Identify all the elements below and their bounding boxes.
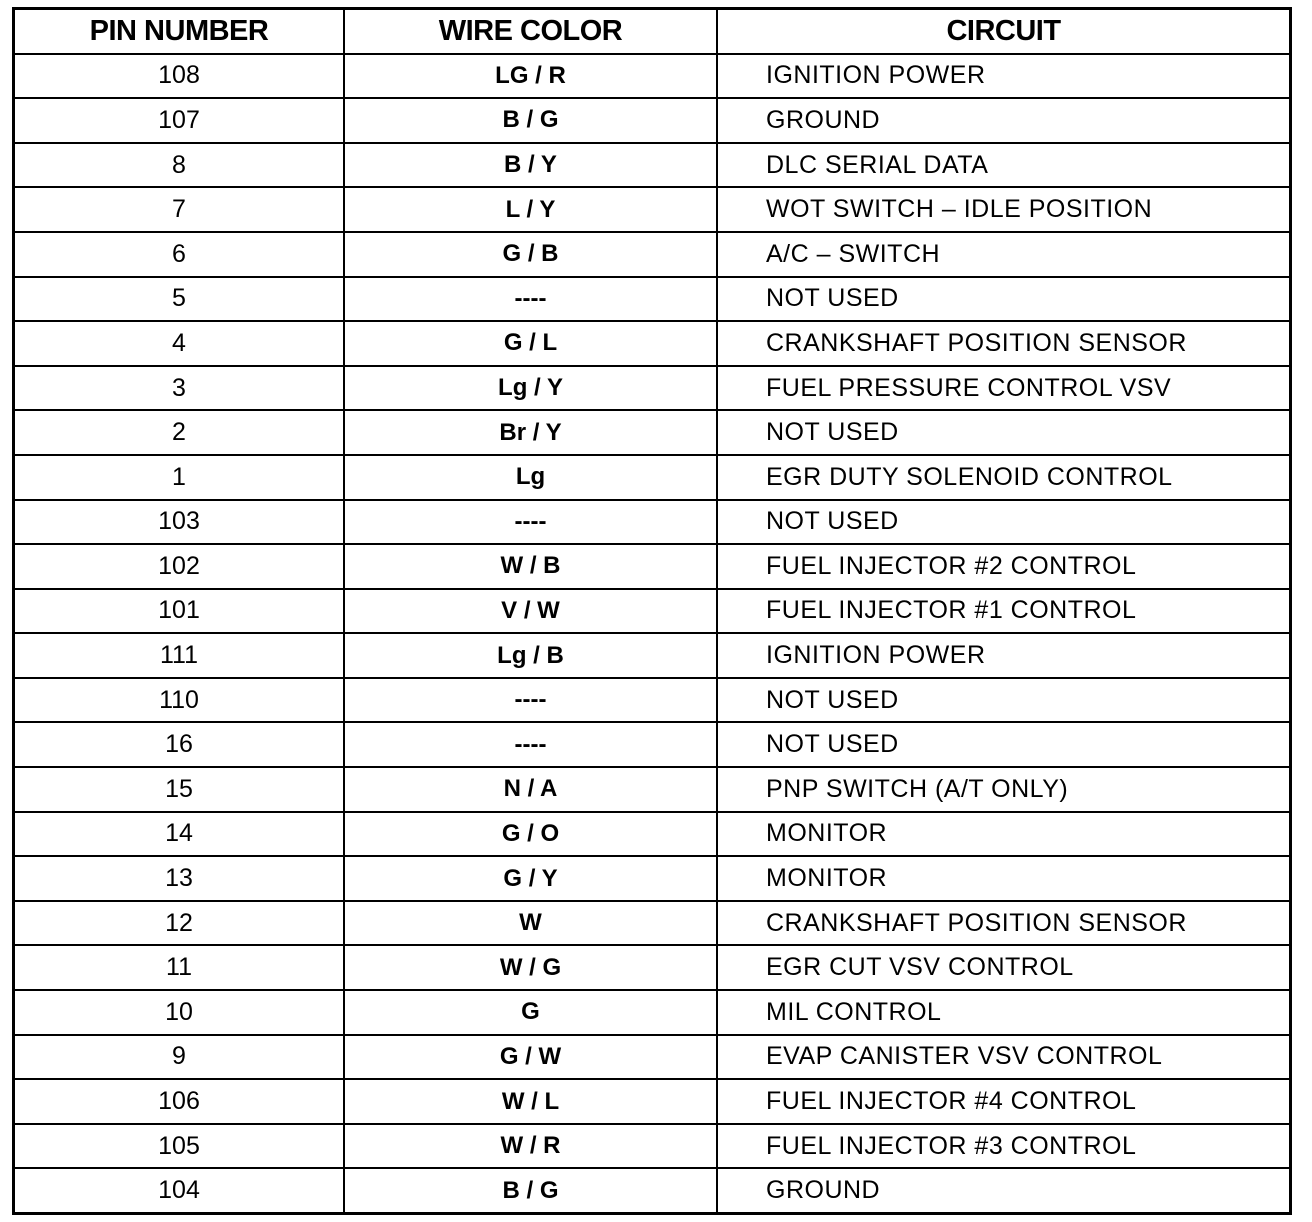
- table-row: [15, 231, 1289, 276]
- table-row: [15, 97, 1289, 142]
- circuit-cell: FUEL PRESSURE CONTROL VSV: [766, 373, 1172, 402]
- table-body: [15, 53, 1289, 1212]
- wire-color-cell: G / L: [345, 322, 718, 365]
- circuit-cell: MONITOR: [766, 819, 888, 848]
- wire-color-cell: Lg: [345, 456, 718, 499]
- table-row: [15, 320, 1289, 365]
- wire-color-cell: B / Y: [345, 144, 718, 187]
- table-row: [15, 855, 1289, 900]
- wire-color-cell: G / O: [345, 813, 718, 856]
- circuit-cell: EGR DUTY SOLENOID CONTROL: [766, 462, 1173, 491]
- circuit-cell: NOT USED: [766, 507, 899, 536]
- table-row: [15, 454, 1289, 499]
- circuit-cell: FUEL INJECTOR #2 CONTROL: [766, 551, 1137, 580]
- table-row: [15, 811, 1289, 856]
- table-row: [15, 499, 1289, 544]
- wire-color-cell: G / B: [345, 233, 718, 276]
- pin-number-cell: 13: [15, 857, 345, 900]
- wire-color-cell: ----: [345, 501, 718, 544]
- table-row: [15, 1123, 1289, 1168]
- table-row: [15, 543, 1289, 588]
- circuit-cell: FUEL INJECTOR #4 CONTROL: [766, 1087, 1137, 1116]
- wire-color-cell: N / A: [345, 768, 718, 811]
- table-row: [15, 409, 1289, 454]
- pin-number-cell: 105: [15, 1125, 345, 1168]
- table-row: [15, 766, 1289, 811]
- table-row: [15, 1167, 1289, 1212]
- table-row: [15, 632, 1289, 677]
- circuit-cell: NOT USED: [766, 418, 899, 447]
- wire-color-cell: W: [345, 902, 718, 945]
- circuit-cell: NOT USED: [766, 730, 899, 759]
- pin-number-cell: 4: [15, 322, 345, 365]
- pin-number-cell: 1: [15, 456, 345, 499]
- circuit-cell: MONITOR: [766, 864, 888, 893]
- table-row: [15, 53, 1289, 98]
- circuit-cell: FUEL INJECTOR #3 CONTROL: [766, 1131, 1137, 1160]
- pin-number-cell: 9: [15, 1036, 345, 1079]
- circuit-cell: CRANKSHAFT POSITION SENSOR: [766, 328, 1187, 357]
- wire-color-cell: ----: [345, 278, 718, 321]
- wire-color-cell: L / Y: [345, 188, 718, 231]
- table-row: [15, 677, 1289, 722]
- header-wire-color: WIRE COLOR: [345, 10, 718, 53]
- circuit-cell: GROUND: [766, 105, 881, 134]
- pin-number-cell: 102: [15, 545, 345, 588]
- circuit-cell: CRANKSHAFT POSITION SENSOR: [766, 908, 1187, 937]
- table-header-row: [15, 10, 1289, 53]
- circuit-cell: GROUND: [766, 1176, 881, 1205]
- pin-number-cell: 101: [15, 590, 345, 633]
- circuit-cell: EVAP CANISTER VSV CONTROL: [766, 1042, 1163, 1071]
- pin-number-cell: 5: [15, 278, 345, 321]
- circuit-cell: NOT USED: [766, 685, 899, 714]
- circuit-cell: WOT SWITCH – IDLE POSITION: [766, 195, 1153, 224]
- wire-color-cell: W / B: [345, 545, 718, 588]
- table-row: [15, 944, 1289, 989]
- pin-number-cell: 2: [15, 411, 345, 454]
- table-row: [15, 276, 1289, 321]
- table-row: [15, 588, 1289, 633]
- circuit-cell: MIL CONTROL: [766, 997, 942, 1026]
- table-row: [15, 186, 1289, 231]
- circuit-cell: A/C – SWITCH: [766, 239, 941, 268]
- wire-color-cell: W / R: [345, 1125, 718, 1168]
- table-row: [15, 365, 1289, 410]
- pin-number-cell: 103: [15, 501, 345, 544]
- wire-color-cell: B / G: [345, 1169, 718, 1212]
- circuit-cell: FUEL INJECTOR #1 CONTROL: [766, 596, 1137, 625]
- circuit-cell: EGR CUT VSV CONTROL: [766, 953, 1074, 982]
- wire-color-cell: Lg / Y: [345, 367, 718, 410]
- wire-color-cell: ----: [345, 679, 718, 722]
- wire-color-cell: W / G: [345, 946, 718, 989]
- pin-number-cell: 6: [15, 233, 345, 276]
- pin-number-cell: 108: [15, 55, 345, 98]
- circuit-cell: PNP SWITCH (A/T ONLY): [766, 774, 1069, 803]
- table-row: [15, 721, 1289, 766]
- circuit-cell: NOT USED: [766, 284, 899, 313]
- header-pin-number: PIN NUMBER: [15, 10, 345, 53]
- pin-number-cell: 106: [15, 1080, 345, 1123]
- pin-table: [12, 7, 1292, 1215]
- pin-number-cell: 11: [15, 946, 345, 989]
- wire-color-cell: W / L: [345, 1080, 718, 1123]
- pin-number-cell: 10: [15, 991, 345, 1034]
- circuit-cell: DLC SERIAL DATA: [766, 150, 989, 179]
- circuit-cell: IGNITION POWER: [766, 61, 986, 90]
- pin-number-cell: 104: [15, 1169, 345, 1212]
- wire-color-cell: V / W: [345, 590, 718, 633]
- table-row: [15, 1034, 1289, 1079]
- pin-number-cell: 7: [15, 188, 345, 231]
- wire-color-cell: LG / R: [345, 55, 718, 98]
- wire-color-cell: Lg / B: [345, 634, 718, 677]
- wire-color-cell: ----: [345, 723, 718, 766]
- header-circuit: CIRCUIT: [946, 14, 1061, 47]
- wire-color-cell: G: [345, 991, 718, 1034]
- circuit-cell: IGNITION POWER: [766, 641, 986, 670]
- pin-number-cell: 16: [15, 723, 345, 766]
- pin-number-cell: 12: [15, 902, 345, 945]
- pin-number-cell: 15: [15, 768, 345, 811]
- table-row: [15, 142, 1289, 187]
- pin-number-cell: 14: [15, 813, 345, 856]
- pin-number-cell: 3: [15, 367, 345, 410]
- wire-color-cell: B / G: [345, 99, 718, 142]
- pin-number-cell: 111: [15, 634, 345, 677]
- wire-color-cell: G / W: [345, 1036, 718, 1079]
- pin-number-cell: 110: [15, 679, 345, 722]
- pin-number-cell: 8: [15, 144, 345, 187]
- pin-number-cell: 107: [15, 99, 345, 142]
- wire-color-cell: G / Y: [345, 857, 718, 900]
- table-row: [15, 989, 1289, 1034]
- table-row: [15, 1078, 1289, 1123]
- wire-color-cell: Br / Y: [345, 411, 718, 454]
- table-row: [15, 900, 1289, 945]
